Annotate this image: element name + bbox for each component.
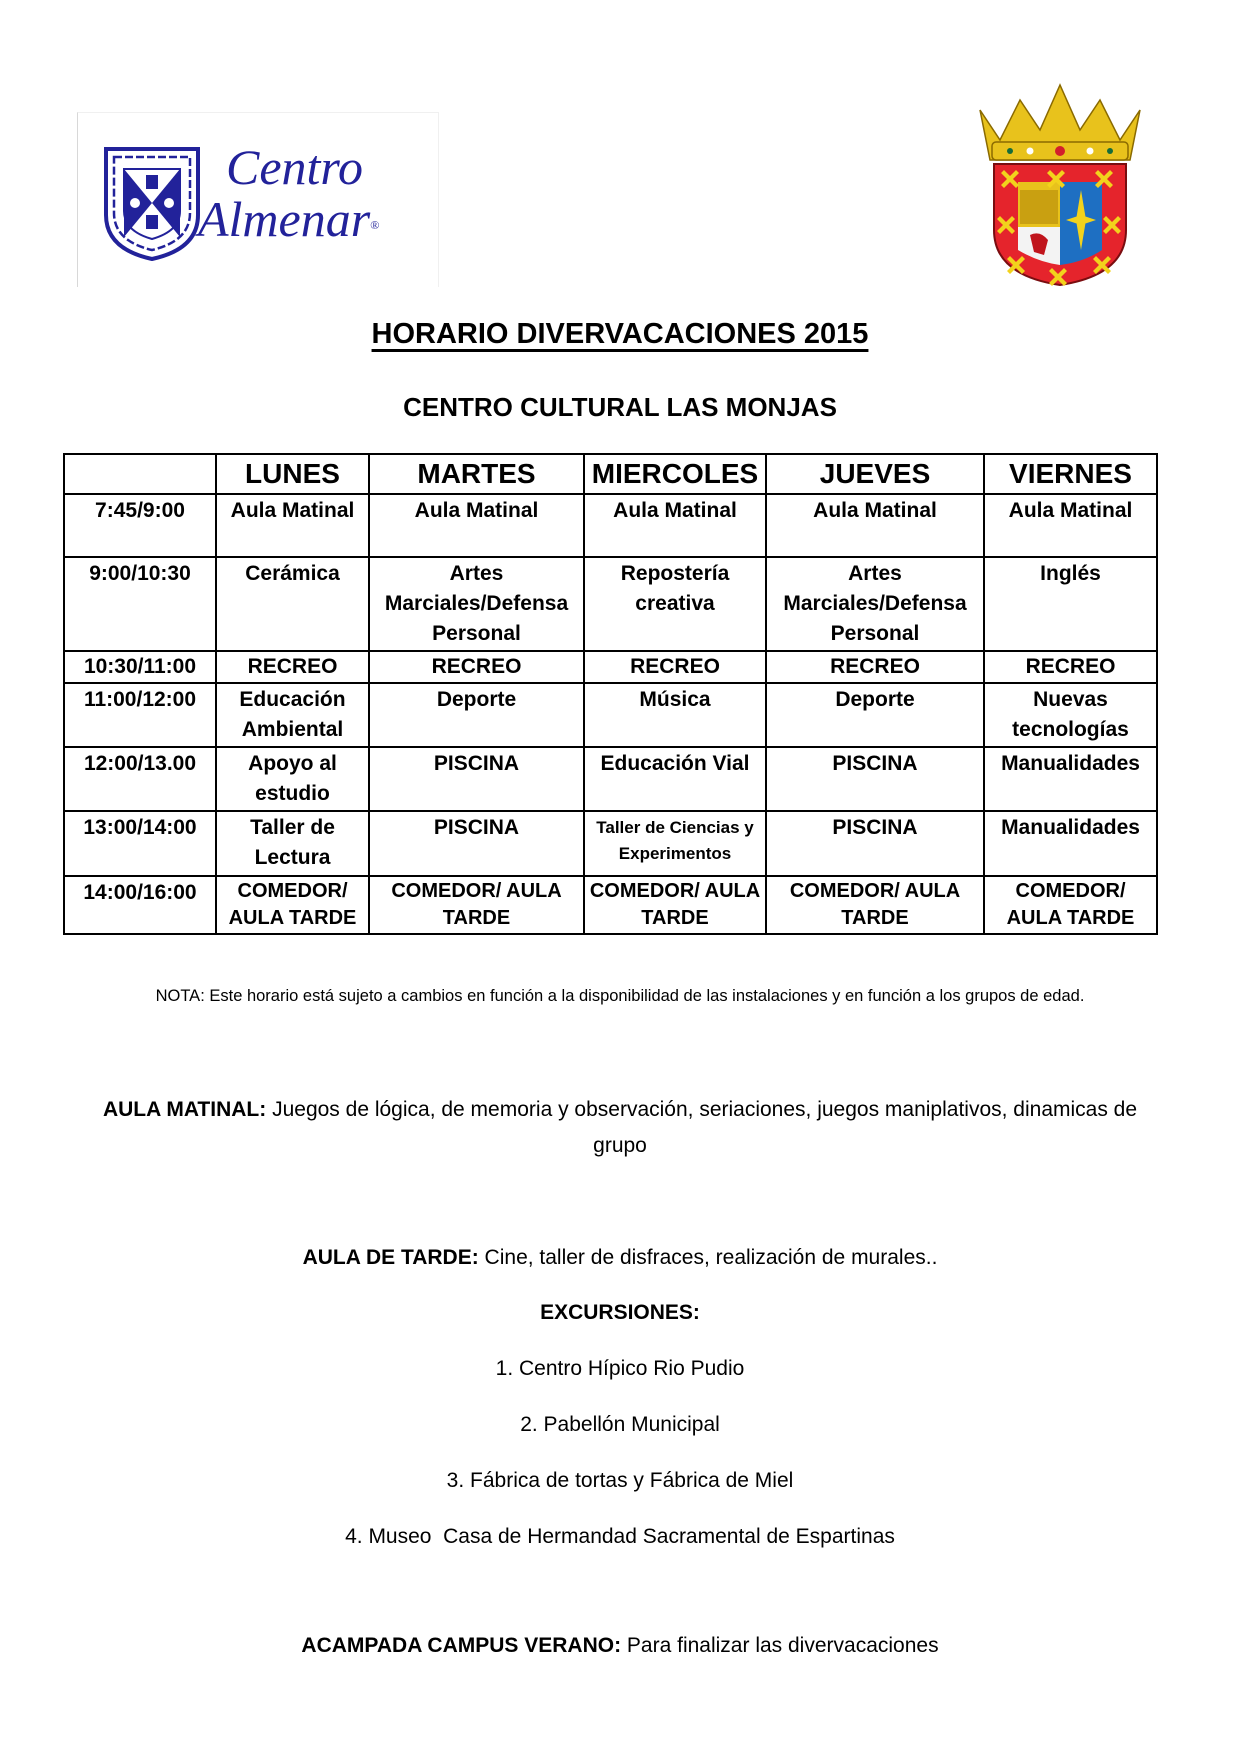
schedule-note: NOTA: Este horario está sujeto a cambios en función a la disponibilidad de las instalaciones y en función a los grupos de edad. bbox=[155, 987, 1085, 1005]
table-cell: PISCINA bbox=[766, 811, 984, 876]
table-cell: PISCINA bbox=[766, 747, 984, 811]
aula-tarde-label: AULA DE TARDE: bbox=[302, 1246, 479, 1269]
schedule-table bbox=[63, 453, 1158, 935]
excursion-item: 3. Fábrica de tortas y Fábrica de Miel bbox=[446, 1469, 794, 1492]
almenar-shield-icon bbox=[102, 145, 202, 263]
table-cell: PISCINA bbox=[369, 811, 584, 876]
table-cell: Repostería creativa bbox=[584, 557, 766, 651]
time-slot: 11:00/12:00 bbox=[64, 683, 216, 747]
table-cell: COMEDOR/ AULA TARDE bbox=[584, 876, 766, 934]
table-cell: COMEDOR/ AULA TARDE bbox=[984, 876, 1157, 934]
excursion-item: 2. Pabellón Municipal bbox=[520, 1413, 720, 1436]
table-row bbox=[64, 651, 1157, 683]
centro-almenar-logo bbox=[77, 112, 439, 287]
time-slot: 12:00/13.00 bbox=[64, 747, 216, 811]
table-row bbox=[64, 683, 1157, 747]
excursion-item: 1. Centro Hípico Rio Pudio bbox=[495, 1357, 745, 1380]
table-cell: Deporte bbox=[369, 683, 584, 747]
logo-line1: Centro bbox=[226, 139, 364, 195]
table-row bbox=[64, 494, 1157, 557]
coat-of-arms-logo bbox=[960, 70, 1160, 290]
table-cell: Música bbox=[584, 683, 766, 747]
table-row bbox=[64, 557, 1157, 651]
table-cell: COMEDOR/ AULA TARDE bbox=[766, 876, 984, 934]
table-cell: Aula Matinal bbox=[984, 494, 1157, 557]
time-slot: 14:00/16:00 bbox=[64, 876, 216, 934]
table-cell: Deporte bbox=[766, 683, 984, 747]
table-row bbox=[64, 747, 1157, 811]
table-cell: PISCINA bbox=[369, 747, 584, 811]
table-cell: Manualidades bbox=[984, 747, 1157, 811]
logo-wordmark bbox=[198, 141, 379, 245]
table-cell: RECREO bbox=[369, 651, 584, 683]
registered-mark: ® bbox=[370, 218, 380, 232]
table-cell: RECREO bbox=[584, 651, 766, 683]
table-row bbox=[64, 811, 1157, 876]
column-header-martes: MARTES bbox=[369, 454, 584, 494]
time-slot: 7:45/9:00 bbox=[64, 494, 216, 557]
table-cell: Taller de Ciencias y Experimentos bbox=[584, 811, 766, 876]
table-cell: RECREO bbox=[984, 651, 1157, 683]
table-header-row bbox=[64, 454, 1157, 494]
table-cell: Manualidades bbox=[984, 811, 1157, 876]
table-cell: Apoyo al estudio bbox=[216, 747, 369, 811]
table-cell: Educación Vial bbox=[584, 747, 766, 811]
table-cell: Aula Matinal bbox=[766, 494, 984, 557]
table-cell: Aula Matinal bbox=[584, 494, 766, 557]
column-header-time bbox=[64, 454, 216, 494]
aula-matinal-label: AULA MATINAL: bbox=[102, 1098, 267, 1121]
acampada-text: Para finalizar las divervacaciones bbox=[621, 1634, 939, 1657]
column-header-miercoles: MIERCOLES bbox=[584, 454, 766, 494]
table-cell: RECREO bbox=[216, 651, 369, 683]
table-cell: Cerámica bbox=[216, 557, 369, 651]
column-header-jueves: JUEVES bbox=[766, 454, 984, 494]
acampada-description bbox=[0, 1634, 1240, 1658]
time-slot: 9:00/10:30 bbox=[64, 557, 216, 651]
table-cell: COMEDOR/ AULA TARDE bbox=[369, 876, 584, 934]
coat-of-arms-icon bbox=[960, 70, 1160, 290]
table-cell: Artes Marciales/Defensa Personal bbox=[766, 557, 984, 651]
time-slot: 10:30/11:00 bbox=[64, 651, 216, 683]
table-cell: RECREO bbox=[766, 651, 984, 683]
table-cell: Inglés bbox=[984, 557, 1157, 651]
table-cell: Artes Marciales/Defensa Personal bbox=[369, 557, 584, 651]
column-header-viernes: VIERNES bbox=[984, 454, 1157, 494]
table-cell: Aula Matinal bbox=[216, 494, 369, 557]
time-slot: 13:00/14:00 bbox=[64, 811, 216, 876]
document-subtitle: CENTRO CULTURAL LAS MONJAS bbox=[403, 392, 837, 422]
acampada-label: ACAMPADA CAMPUS VERANO: bbox=[301, 1634, 622, 1657]
aula-tarde-description bbox=[0, 1246, 1240, 1270]
excursiones-heading: EXCURSIONES: bbox=[540, 1301, 700, 1324]
logo-line2: Almenar bbox=[198, 191, 371, 247]
document-title: HORARIO DIVERVACACIONES 2015 bbox=[371, 318, 869, 350]
table-cell: COMEDOR/ AULA TARDE bbox=[216, 876, 369, 934]
table-cell: Taller de Lectura bbox=[216, 811, 369, 876]
column-header-lunes: LUNES bbox=[216, 454, 369, 494]
aula-tarde-text: Cine, taller de disfraces, realización de murales.. bbox=[478, 1246, 938, 1269]
table-cell: Aula Matinal bbox=[369, 494, 584, 557]
table-cell: Educación Ambiental bbox=[216, 683, 369, 747]
table-cell: Nuevas tecnologías bbox=[984, 683, 1157, 747]
aula-matinal-description bbox=[80, 1092, 1160, 1164]
excursion-item: 4. Museo Casa de Hermandad Sacramental de Espartinas bbox=[345, 1525, 895, 1548]
aula-matinal-text: Juegos de lógica, de memoria y observación, seriaciones, juegos maniplativos, dinamicas de grupo bbox=[266, 1098, 1138, 1157]
table-row bbox=[64, 876, 1157, 934]
